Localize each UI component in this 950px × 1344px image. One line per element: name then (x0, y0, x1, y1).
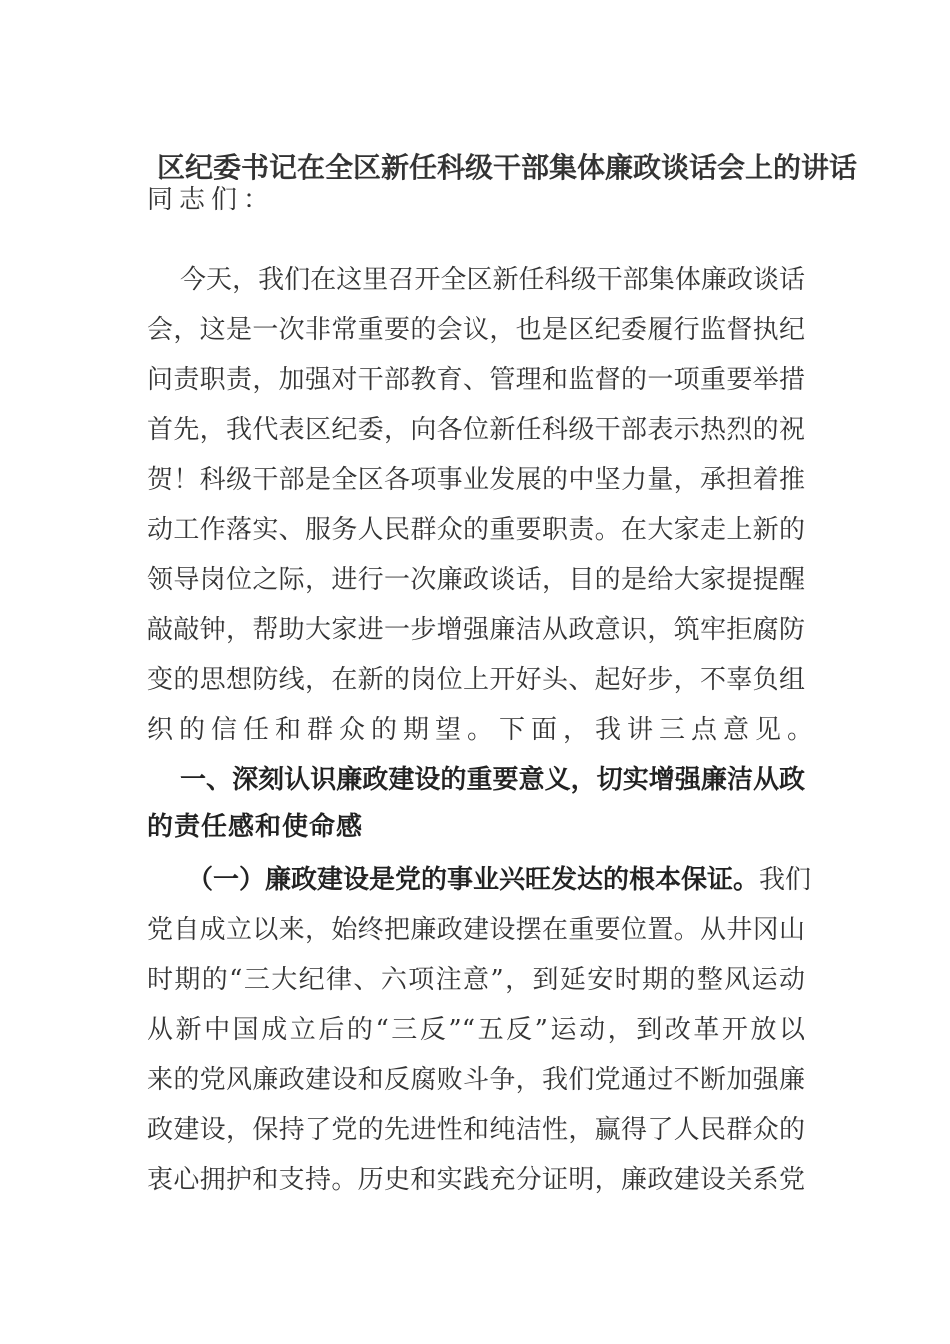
paragraph-line: 时期的“三大纪律、六项注意”，到延安时期的整风运动 (147, 965, 805, 995)
paragraph-line: 今天，我们在这里召开全区新任科级干部集体廉政谈话 (180, 265, 805, 295)
paragraph-line: 来的党风廉政建设和反腐败斗争，我们党通过不断加强廉 (147, 1065, 805, 1095)
document-title: 区纪委书记在全区新任科级干部集体廉政谈话会上的讲话 (157, 151, 858, 184)
paragraph-line: 从新中国成立后的“三反”“五反”运动，到改革开放以 (147, 1015, 805, 1045)
paragraph-line: 问责职责，加强对干部教育、管理和监督的一项重要举措 (147, 365, 805, 395)
paragraph-line: 变的思想防线，在新的岗位上开好头、起好步，不辜负组 (147, 665, 805, 695)
paragraph-line: 动工作落实、服务人民群众的重要职责。在大家走上新的 (147, 515, 805, 545)
salutation: 同志们： (147, 185, 276, 215)
paragraph-line: 贺！科级干部是全区各项事业发展的中坚力量，承担着推 (147, 465, 805, 495)
paragraph-line: 织的信任和群众的期望。下面，我讲三点意见。 (147, 715, 820, 745)
subsection-first-line (147, 863, 812, 897)
paragraph-line: 领导岗位之际，进行一次廉政谈话，目的是给大家提提醒 (147, 565, 805, 595)
paragraph-line: 首先，我代表区纪委，向各位新任科级干部表示热烈的祝 (147, 415, 805, 445)
paragraph-line: 敲敲钟，帮助大家进一步增强廉洁从政意识，筑牢拒腐防 (147, 615, 805, 645)
paragraph-text: 我们 (759, 865, 812, 895)
paragraph-line: 政建设，保持了党的先进性和纯洁性，赢得了人民群众的 (147, 1115, 805, 1145)
section-heading-line: 一、深刻认识廉政建设的重要意义，切实增强廉洁从政 (180, 765, 805, 795)
subsection-heading: （一）廉政建设是党的事业兴旺发达的根本保证。 (187, 865, 760, 895)
paragraph-line: 党自成立以来，始终把廉政建设摆在重要位置。从井冈山 (147, 915, 805, 945)
paragraph-line: 会，这是一次非常重要的会议，也是区纪委履行监督执纪 (147, 315, 805, 345)
section-heading-line: 的责任感和使命感 (147, 812, 364, 842)
paragraph-line: 衷心拥护和支持。历史和实践充分证明，廉政建设关系党 (147, 1165, 805, 1195)
